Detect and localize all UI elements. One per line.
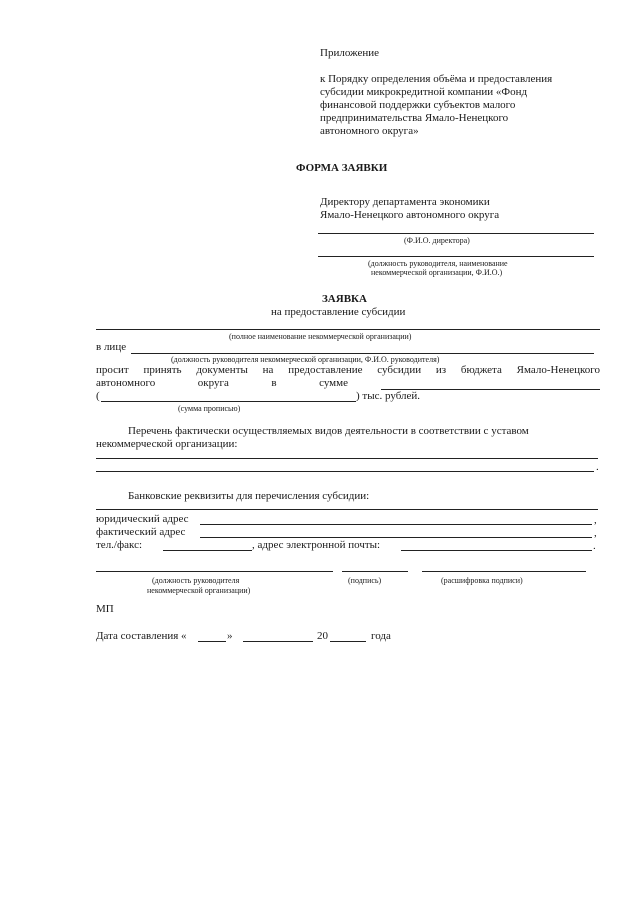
email-period: . <box>593 540 596 552</box>
addressee-line-2: Ямало-Ненецкого автономного округа <box>320 209 500 221</box>
legal-address-line <box>200 524 592 525</box>
actual-address-label: фактический адрес <box>96 526 186 538</box>
position-caption-line-1: (должность руководителя <box>152 576 240 585</box>
request-line <box>96 364 600 377</box>
stamp-label: МП <box>96 603 114 615</box>
appendix-line-2: субсидии микрокредитной компании «Фонд <box>320 86 528 98</box>
org-caption: (полное наименование некоммерческой организации) <box>229 332 412 341</box>
application-title: ЗАЯВКА <box>322 293 367 305</box>
request-word: документы <box>196 364 248 376</box>
date-day-line <box>198 641 226 642</box>
activities-blank-2 <box>96 471 594 472</box>
request-word: принять <box>143 364 182 376</box>
amount-line <box>96 377 348 390</box>
date-year-suffix: года <box>371 630 391 642</box>
paren-close: ) тыс. рублей. <box>356 390 421 402</box>
head-name-line <box>318 256 594 257</box>
phone-label: тел./факс: <box>96 539 143 551</box>
email-label: , адрес электронной почты: <box>252 539 381 551</box>
appendix-line-5: автономного округа» <box>320 125 419 137</box>
amount-caption: (сумма прописью) <box>178 404 241 413</box>
date-label: Дата составления « <box>96 630 187 642</box>
head-caption-line-1: (должность руководителя, наименование <box>368 259 508 268</box>
legal-address-comma: , <box>594 514 597 526</box>
activities-period: . <box>596 461 599 473</box>
bank-title: Банковские реквизиты для перечисления субсидии: <box>128 490 370 502</box>
paren-open: ( <box>96 390 100 402</box>
amount-word: автономного <box>96 377 156 389</box>
head-caption-line-2: некоммерческой организации, Ф.И.О.) <box>371 268 503 277</box>
request-word: Ямало-Ненецкого <box>516 364 600 376</box>
date-year-line <box>330 641 366 642</box>
request-word: на <box>262 364 274 376</box>
director-caption: (Ф.И.О. директора) <box>404 236 470 245</box>
amount-word: в <box>271 377 277 389</box>
actual-address-comma: , <box>594 527 597 539</box>
application-subtitle: на предоставление субсидии <box>271 306 406 318</box>
activities-line-1: Перечень фактически осуществляемых видов деятельности в соответствии с уставом <box>128 425 529 437</box>
org-name-line <box>96 329 600 330</box>
decode-caption: (расшифровка подписи) <box>441 576 523 585</box>
legal-address-label: юридический адрес <box>96 513 189 525</box>
activities-line-2: некоммерческой организации: <box>96 438 238 450</box>
request-word: бюджета <box>460 364 502 376</box>
request-word: просит <box>96 364 129 376</box>
in-person-label: в лице <box>96 341 127 353</box>
director-name-line <box>318 233 594 234</box>
appendix-line-3: финансовой поддержки субъектов малого <box>320 99 516 111</box>
request-word: предоставление <box>288 364 363 376</box>
email-line <box>401 550 592 551</box>
date-month-line <box>243 641 313 642</box>
person-line <box>131 353 594 354</box>
amount-word: сумме <box>319 377 348 389</box>
appendix-line-1: к Порядку определения объёма и предоставления <box>320 73 553 85</box>
addressee-line-1: Директору департамента экономики <box>320 196 490 208</box>
amount-word: округа <box>197 377 229 389</box>
appendix-title: Приложение <box>320 47 380 59</box>
request-word: из <box>435 364 447 376</box>
decode-signature-line <box>422 571 586 572</box>
position-signature-line <box>96 571 333 572</box>
date-year-prefix: 20 <box>317 630 328 642</box>
bank-details-line <box>96 509 598 510</box>
appendix-line-4: предпринимательства Ямало-Ненецкого <box>320 112 509 124</box>
actual-address-line <box>200 537 592 538</box>
request-word: субсидии <box>377 364 422 376</box>
activities-blank-1 <box>96 458 598 459</box>
amount-words-line <box>101 401 356 402</box>
signature-caption: (подпись) <box>348 576 382 585</box>
signature-line <box>342 571 408 572</box>
date-quote-close: » <box>227 630 233 642</box>
phone-line <box>163 550 252 551</box>
person-caption: (должность руководителя некоммерческой организации, Ф.И.О. руководителя) <box>171 355 440 364</box>
position-caption-line-2: некоммерческой организации) <box>147 586 251 595</box>
form-title: ФОРМА ЗАЯВКИ <box>296 162 388 174</box>
